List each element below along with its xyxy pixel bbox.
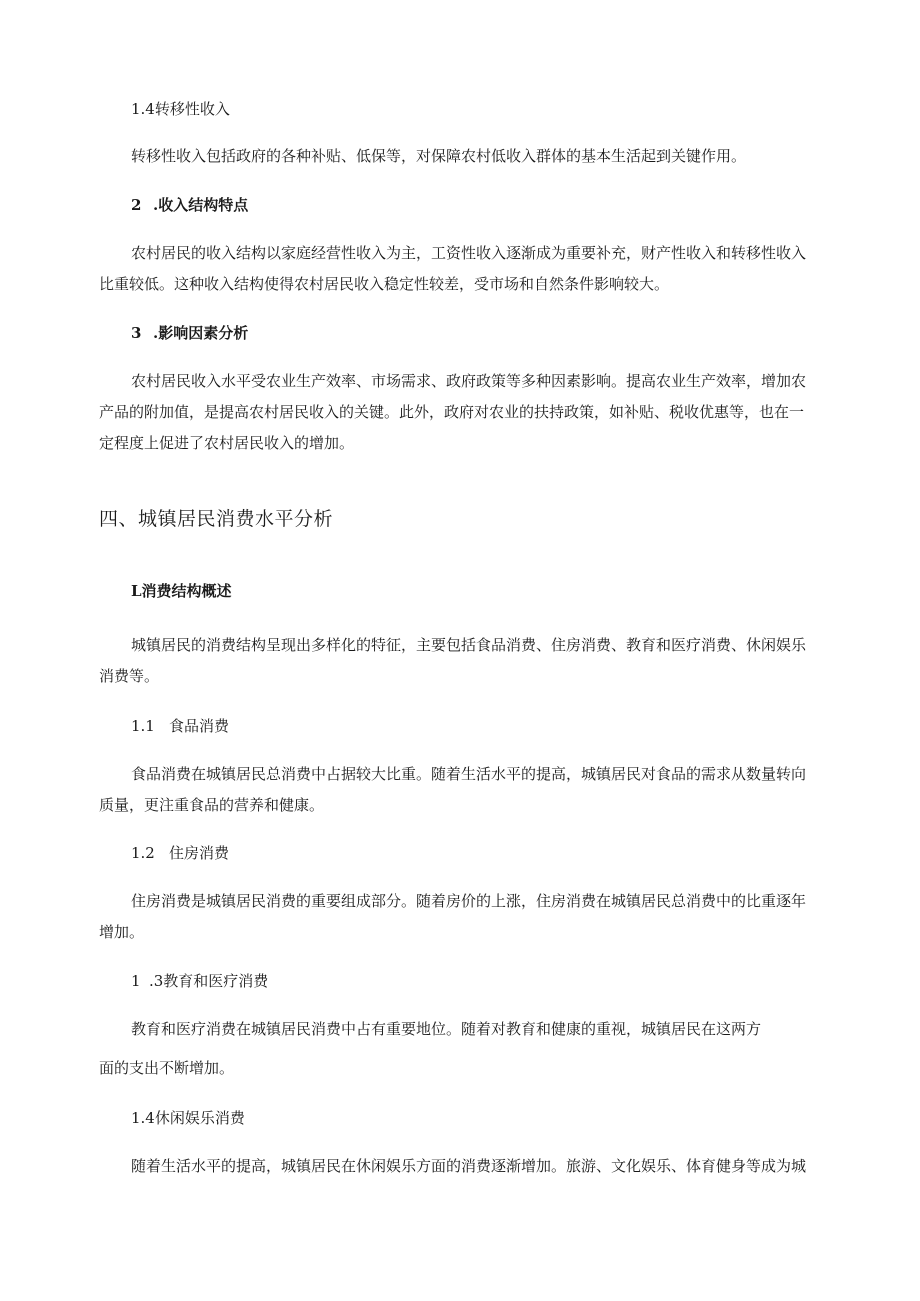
paragraph-overview-line: 城镇居民的消费结构呈现出多样化的特征，主要包括食品消费、住房消费、教育和医疗消费、休闲娱乐 (131, 636, 807, 654)
subheading-1-1-food (131, 711, 229, 742)
paragraph-factors-line: 产品的附加值，是提高农村居民收入的关键。此外，政府对农业的扶持政策，如补贴、税收优惠等，也在一 (99, 403, 805, 421)
paragraph-food-line: 食品消费在城镇居民总消费中占据较大比重。随着生活水平的提高，城镇居民对食品的需求从数量转向 (131, 765, 807, 783)
section-heading-four: 四、城镇居民消费水平分析 (99, 508, 334, 530)
subheading-1-4-leisure: 1.4休闲娱乐消费 (131, 1109, 245, 1127)
subheading-1-4-transfer-income: 1.4转移性收入 (131, 100, 230, 118)
paragraph-food-line: 质量，更注重食品的营养和健康。 (99, 796, 325, 814)
paragraph-education-line: 教育和医疗消费在城镇居民消费中占有重要地位。随着对教育和健康的重视，城镇居民在这两方 (131, 1020, 762, 1038)
heading-consumption-structure-overview: L消费结构概述 (131, 582, 232, 600)
subheading-1-3-education-medical (131, 966, 268, 997)
paragraph-leisure-line: 随着生活水平的提高，城镇居民在休闲娱乐方面的消费逐渐增加。旅游、文化娱乐、体育健身等成为城 (131, 1157, 807, 1175)
paragraph-income-structure-line: 农村居民的收入结构以家庭经营性收入为主，工资性收入逐渐成为重要补充，财产性收入和转移性收入 (131, 244, 807, 262)
paragraph-income-structure-line: 比重较低。这种收入结构使得农村居民收入稳定性较差，受市场和自然条件影响较大。 (99, 275, 670, 293)
heading-3-influencing-factors (131, 318, 248, 349)
paragraph-transfer-income: 转移性收入包括政府的各种补贴、低保等，对保障农村低收入群体的基本生活起到关键作用。 (131, 147, 747, 165)
heading-number: 1.1 (131, 717, 155, 735)
heading-text: .影响因素分析 (153, 324, 249, 342)
heading-number: 1.2 (131, 844, 155, 862)
heading-text: 住房消费 (169, 844, 230, 862)
paragraph-housing-line: 增加。 (99, 923, 145, 941)
heading-text: .收入结构特点 (153, 196, 249, 214)
paragraph-housing-line: 住房消费是城镇居民消费的重要组成部分。随着房价的上涨，住房消费在城镇居民总消费中的比重逐年 (131, 892, 807, 910)
paragraph-factors-line: 定程度上促进了农村居民收入的增加。 (99, 434, 355, 452)
heading-text: .3教育和医疗消费 (149, 972, 269, 990)
heading-text: 食品消费 (169, 717, 230, 735)
paragraph-overview-line: 消费等。 (99, 667, 160, 685)
heading-2-income-structure (131, 190, 248, 221)
subheading-1-2-housing (131, 838, 229, 869)
paragraph-education-line: 面的支出不断增加。 (99, 1059, 235, 1077)
heading-number: 2 (131, 196, 142, 214)
heading-number: 1 (131, 972, 141, 990)
paragraph-factors-line: 农村居民收入水平受农业生产效率、市场需求、政府政策等多种因素影响。提高农业生产效率，增加农 (131, 372, 807, 390)
heading-number: 3 (131, 324, 142, 342)
